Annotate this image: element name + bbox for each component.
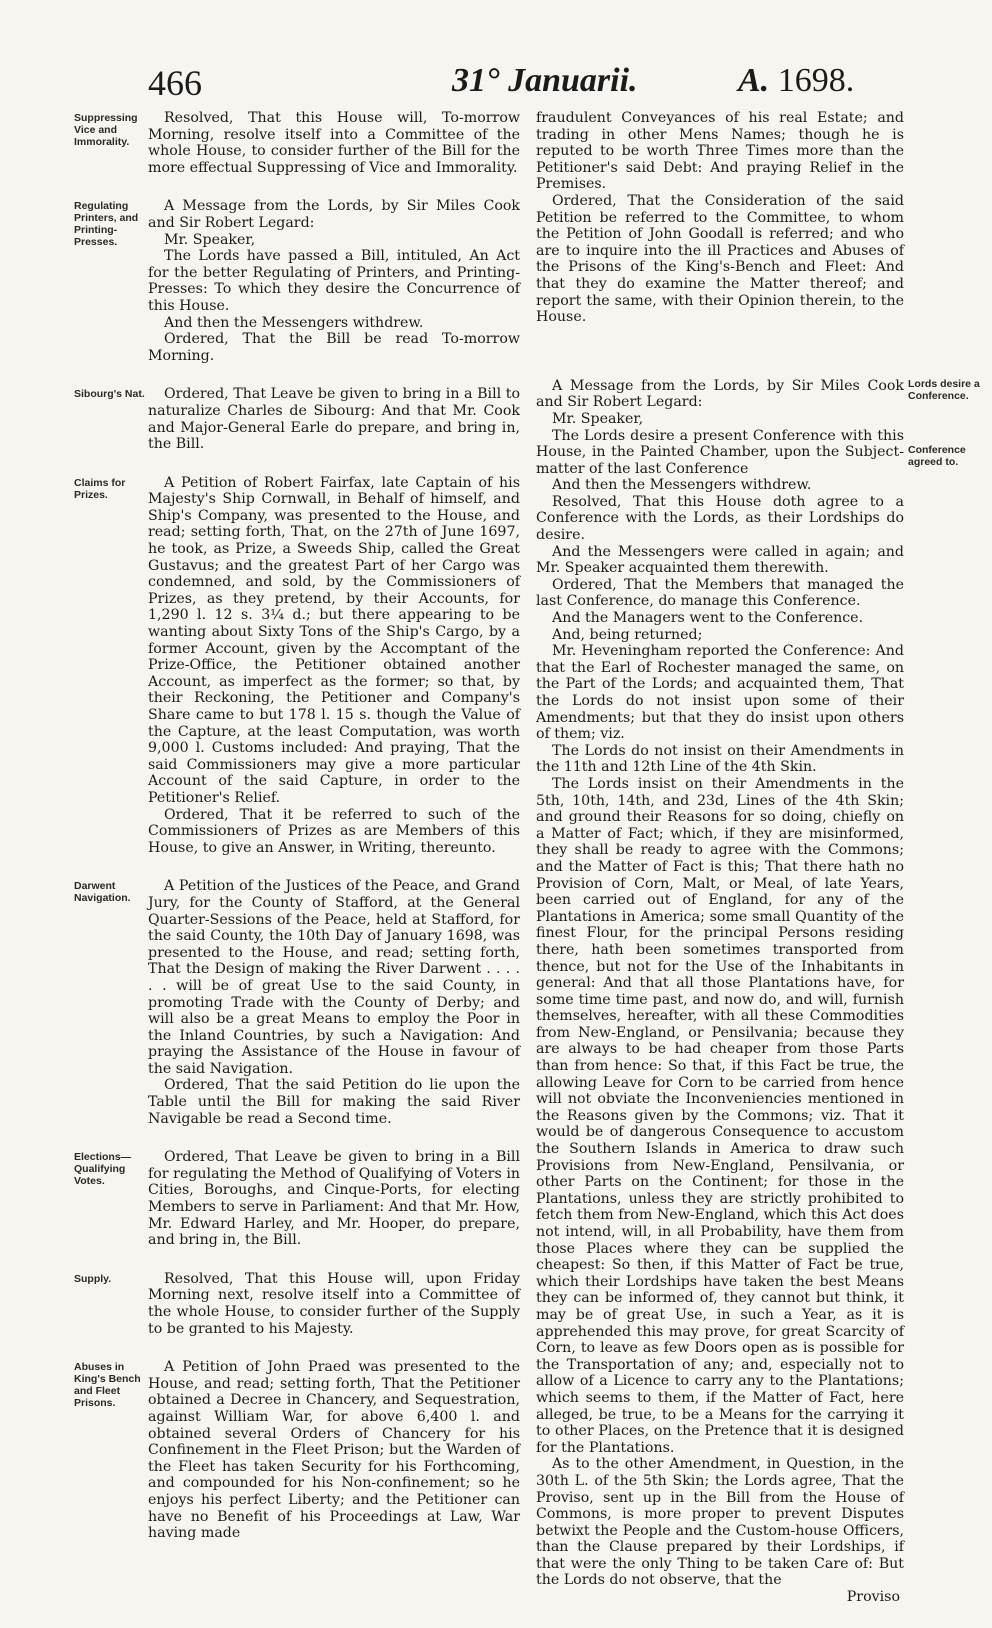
paragraph: Ordered, That the Members that managed the last Conference, do manage this Conference. (536, 576, 904, 610)
paragraph: A Petition of the Justices of the Peace, and Grand Jury, for the County of Stafford, at the General Quarter-Sessions of the Peace, held at Stafford, for the said County, the 10th Day of January 1698, was presented to the House, and read; setting forth, That the Design of making the River Darwent . . . . . . will be of great Use to the said County, in promoting Trade with the County of Derby; and will also be a great Means to employ the Poor in the Inland Countries, by such a Navigation: And praying the Assistance of the House in favour of the said Navigation. (148, 878, 520, 1077)
paragraph: The Lords desire a present Conference with this House, in the Painted Chamber, upon the Subject-matter of the last Conference (536, 427, 904, 477)
margin-note: Lords desire a Conference. (908, 377, 980, 402)
margin-note: Regulating Printers, and Printing-Presses. (74, 200, 139, 249)
entry-darwent (74, 878, 520, 1127)
margin-note: Abuses in King's Bench and Fleet Prisons. (74, 1361, 141, 1410)
paragraph: A Petition of Robert Fairfax, late Captain of his Majesty's Ship Cornwall, in Behalf of himself, and Ship's Company, was presented to the House, and read; setting forth, That, on the 27th of June 1697, he took, as Prize, a Sweeds Ship, called the Great Gustavus; and the greatest Part of her Cargo was condemned, and sold, by the Commissioners of Prizes, as they pretend, by their Accounts, for 1,290 l. 12 s. 3¼ d.; but there appearing to be wanting about Sixty Tons of the Ship's Cargo, by a former Account, given by the Accomptant of the Prize-Office, the Petitioner obtained another Account, as imperfect as the former; so that, by their Reckoning, the Petitioner and Company's Share came to but 178 l. 15 s. though the Value of the Capture, at the least Computation, was worth 9,000 l. Customs included: And praying, That the said Commissioners may give a more particular Account of the said Capture, in order to the Petitioner's Relief. (148, 474, 520, 806)
left-column (74, 110, 520, 1564)
entry-abuses-continued (536, 110, 904, 326)
entry-elections (74, 1149, 520, 1249)
catchword: Proviso (846, 1589, 900, 1606)
entry-sibourg (74, 386, 520, 453)
paragraph: A Message from the Lords, by Sir Miles Cook and Sir Robert Legard: (148, 198, 520, 231)
paragraph: Ordered, That the said Petition do lie upon the Table until the Bill for making the said River Navigable be read a Second time. (148, 1077, 520, 1127)
paragraph: And then the Messengers withdrew. (164, 314, 424, 331)
paragraph: Ordered, That the Consideration of the said Petition be referred to the Committee, to whom the Petition of John Goodall is referred; and who are to inquire into the ill Practices and Abuses of the Prisons of the King's-Bench and Fleet: And that they do examine the Matter thereof; and report the same, with their Opinion therein, to the House. (536, 192, 904, 326)
paragraph: And the Managers went to the Conference. (552, 610, 864, 627)
paragraph: Ordered, That Leave be given to bring in a Bill to naturalize Charles de Sibourg: And that Mr. Cook and Major-General Earle do prepare, and bring in, the Bill. (148, 386, 520, 453)
entry-prizes (74, 474, 520, 857)
year-prefix: A. (738, 62, 770, 99)
paragraph: And the Messengers were called in again; and Mr. Speaker acquainted them therewith. (536, 543, 904, 577)
page-number: 466 (148, 63, 202, 103)
margin-note: Supply. (74, 1272, 112, 1285)
paragraph: Ordered, That the Bill be read To-morrow Morning. (148, 331, 520, 364)
margin-note: Darwent Navigation. (74, 880, 131, 905)
paragraph: A Petition of John Praed was presented to the House, and read; setting forth, That the Petitioner obtained a Decree in Chancery, and Sequestration, against William War, for above 6,400 l. and obtained several Orders of Chancery for his Confinement in the Fleet Prison; but the Warden of the Fleet has taken Security for his Forthcoming, and compounded for his Non-confinement; so he enjoys his perfect Liberty; and the Petitioner can have no Benefit of his Proceedings at Law, War having made (148, 1359, 520, 1542)
paragraph: Ordered, That it be referred to such of the Commissioners of Prizes as are Members of this House, to give an Answer, in Writing, thereunto. (148, 806, 520, 856)
paragraph: The Lords do not insist on their Amendments in the 11th and 12th Line of the 4th Skin. (536, 742, 904, 776)
page-year (738, 62, 854, 100)
margin-note: Claims for Prizes. (74, 476, 126, 501)
paragraph: The Lords have passed a Bill, intituled, An Act for the better Regulating of Printers, and Printing-Presses: To which they desire the Concurrence of this House. (148, 248, 520, 314)
margin-note: Elections—Qualifying Votes. (74, 1151, 132, 1188)
paragraph: And then the Messengers withdrew. (552, 477, 812, 494)
paragraph: Ordered, That Leave be given to bring in a Bill for regulating the Method of Qualifying of Voters in Cities, Boroughs, and Cinque-Ports, for electing Members to serve in Parliament: And that Mr. How, Mr. Edward Harley, and Mr. Hooper, do prepare, and bring in, the Bill. (148, 1149, 520, 1249)
paragraph: Resolved, That this House doth agree to a Conference with the Lords, as their Lordships do desire. (536, 493, 904, 544)
paragraph: As to the other Amendment, in Question, in the 30th L. of the 5th Skin; the Lords agree, That the Proviso, sent up in the Bill from the House of Commons, is more proper to prevent Disputes betwixt the People and the Custom-house Officers, than the Clause prepared by their Lordships, if that were the only Thing to be taken Care of: But the Lords do not observe, that the (536, 1456, 904, 1589)
year-value: 1698. (777, 62, 855, 99)
paragraph: Mr. Speaker, (164, 231, 256, 248)
entry-abuses (74, 1359, 520, 1542)
page-date: 31° Januarii. (452, 62, 638, 99)
paragraph: And, being returned; (552, 626, 703, 643)
section-gap (536, 348, 904, 378)
margin-note: Suppressing Vice and Immorality. (74, 112, 138, 148)
right-column (536, 110, 980, 1628)
entry-printers (74, 198, 520, 364)
margin-note: Sibourg's Nat. (74, 388, 145, 401)
paragraph: Resolved, That this House will, To-morrow Morning, resolve itself into a Committee of the whole House, to consider further of the Bill for the more effectual Suppressing of Vice and Immorality. (148, 110, 520, 176)
paragraph: A Message from the Lords, by Sir Miles Cook and Sir Robert Legard: (536, 377, 904, 411)
paragraph: Mr. Speaker, (552, 410, 644, 427)
entry-conference (536, 377, 980, 1606)
paragraph: Mr. Heveningham reported the Conference: And that the Earl of Rochester managed the same, on the Part of the Lords; and acquainted them, That the Lords do not insist upon some of their Amendments; but that they do insist upon others of them; viz. (536, 643, 904, 743)
margin-note: Conference agreed to. (908, 443, 966, 468)
entry-supply (74, 1270, 520, 1337)
entry-vice (74, 110, 520, 176)
paragraph: Resolved, That this House will, upon Friday Morning next, resolve itself into a Committee of the whole House, to consider further of the Supply to be granted to his Majesty. (148, 1270, 520, 1337)
paragraph: The Lords insist on their Amendments in the 5th, 10th, 14th, and 23d, Lines of the 4th Skin; and ground their Reasons for so doing, chiefly on a Matter of Fact; which, if they are misinformed, they shall be ready to agree with the Commons; and the Matter of Fact is this; That there hath no Provision of Corn, Malt, or Meal, of late Years, been carried out of England, for any of the Plantations in America; some small Quantity of the finest Flour, for the principal Persons residing there, hath been sometimes transported from thence, but not for the Use of the Inhabitants in general: And that all those Plantations have, for some time time past, and now do, and will, furnish themselves, hereafter, with all these Commodities from New-England, or Pensilvania; because they are always to be had cheaper from those Parts than from hence: So that, if this Fact be true, the allowing Leave for Corn to be carried from hence will not obviate the Inconveniencies mentioned in the Reasons given by the Commons; viz. That it would be of dangerous Consequence to accustom the Southern Islands in America to draw such Provisions from New-England, Pensilvania, or other Parts on the Continent; for those in the Plantations, unless they are strictly prohibited to fetch them from New-England, which this Act does not intend, will, in all Probability, have them from those Places where they can be supplied the cheapest: So then, if this Matter of Fact be true, which their Lordships have taken the best Means they can be informed of, they cannot but think, it may be of great Use, in such a Year, as it is apprehended this may prove, for great Scarcity of Corn, to leave as few Doors open as is possible for the Transportation of any; and, especially not to allow of a Licence to carry any to the Plantations; which seems to them, if the Matter of Fact, here alleged, be true, to be a Means for the carrying it to other Places, on the Pretence that it is designed for the Plantations. (536, 775, 904, 1456)
paragraph: fraudulent Conveyances of his real Estate; and trading in other Mens Names; though he is reputed to be worth Three Times more than the Petitioner's said Debt: And praying Relief in the Premises. (536, 110, 904, 193)
page-header (0, 0, 992, 120)
